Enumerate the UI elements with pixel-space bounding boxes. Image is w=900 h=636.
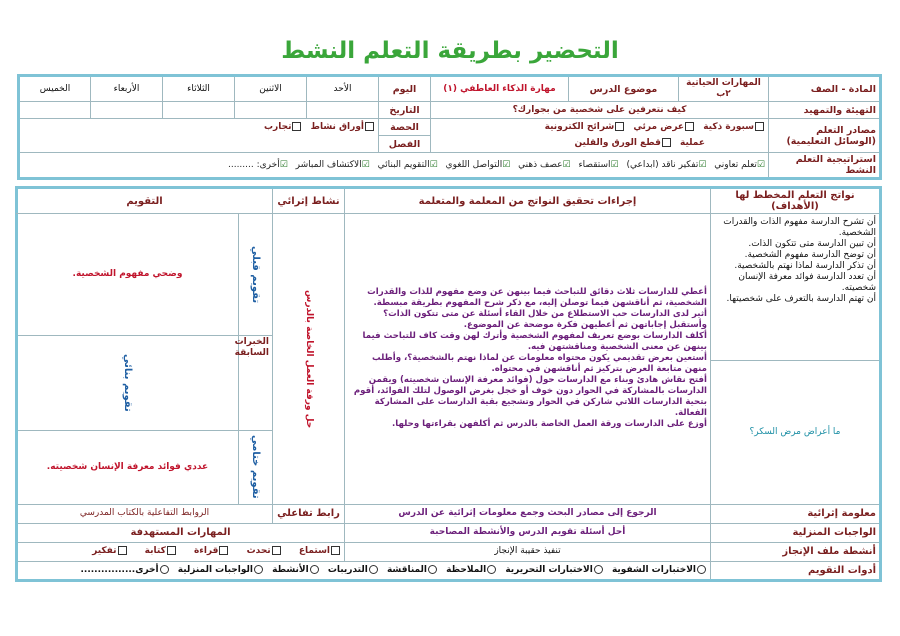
resources-list <box>431 119 769 136</box>
checkbox-icon[interactable] <box>118 546 127 555</box>
day-thursday: الخميس <box>19 76 91 102</box>
outcome-item: أن توضح الدارسة مفهوم الشخصية. <box>744 250 876 260</box>
enrich-info-label: معلومة إثرائية <box>711 504 881 523</box>
checkbox-icon[interactable] <box>662 138 671 147</box>
prior-value: ما أعراض مرض السكر؟ <box>711 360 881 504</box>
eval-item-pre: وضحي مفهوم الشخصية. <box>16 214 238 336</box>
outcome-item: أن تهتم الدارسة بالتعرف على شخصيتها. <box>726 294 876 304</box>
enrich-info-value: الرجوع إلى مصادر البحث وجمع معلومات إثرائية عن الدرس <box>345 504 711 523</box>
link-value[interactable]: الروابط التفاعلية بالكتاب المدرسي <box>16 504 272 523</box>
date-cell[interactable] <box>19 102 91 119</box>
radio-icon[interactable] <box>160 565 169 574</box>
tool-item[interactable]: التدريبات <box>328 565 379 575</box>
resources-list-3 <box>431 136 769 153</box>
checkbox-checked-icon[interactable]: ☑ <box>429 159 438 170</box>
checkbox-icon[interactable] <box>272 546 281 555</box>
checkbox-checked-icon[interactable]: ☑ <box>279 159 288 170</box>
eval-type-summative: تقويم ختامي <box>250 435 261 499</box>
tool-item[interactable]: الواجبات المنزلية <box>178 565 264 575</box>
subject-value: المهارات الحياتية ٢ب <box>679 76 769 102</box>
portfolio-value: تنفيذ حقيبة الإنجاز <box>345 542 711 561</box>
portfolio-label: أنشطة ملف الإنجاز <box>711 542 881 561</box>
checkbox-checked-icon[interactable]: ☑ <box>610 159 619 170</box>
top-info-table <box>17 74 882 180</box>
radio-icon[interactable] <box>594 565 603 574</box>
subject-label: المادة - الصف <box>769 76 881 102</box>
procedures-cell <box>345 214 711 505</box>
outcome-item: أن تشرح الدارسة مفهوم الذات والقدرات الشخصية. <box>723 217 876 238</box>
outcomes-header: نواتج التعلم المخطط لها (الأهداف) <box>711 188 881 214</box>
date-label: التاريخ <box>379 102 431 119</box>
checkbox-icon[interactable] <box>292 122 301 131</box>
resource-item[interactable]: قطع الورق والقلين <box>574 138 671 148</box>
period-label: الحصة <box>379 119 431 136</box>
resources-list-2 <box>19 119 379 136</box>
eval-type-formative: تقويم بنائي <box>122 353 133 412</box>
eval-type-cell <box>16 336 238 431</box>
resource-item[interactable]: سبورة ذكية <box>703 122 765 132</box>
radio-icon[interactable] <box>697 565 706 574</box>
evaluation-header: التقويم <box>16 188 272 214</box>
homework-value: أحل أسئلة تقويم الدرس والأنشطة المصاحبة <box>345 523 711 542</box>
eval-item-summative: عددي فوائد معرفة الإنسان شخصيته. <box>16 430 238 504</box>
strategy-item[interactable]: ☑عصف ذهني <box>518 159 571 170</box>
checkbox-icon[interactable] <box>331 546 340 555</box>
checkbox-icon[interactable] <box>755 122 764 131</box>
strategy-item[interactable]: ☑أخرى: ......... <box>227 159 288 170</box>
skill-item[interactable]: استماع <box>299 546 341 556</box>
date-cell[interactable] <box>163 102 235 119</box>
homework-label: الواجبات المنزلية <box>711 523 881 542</box>
strategy-item[interactable]: ☑الاكتشاف المباشر <box>295 159 370 170</box>
page-title: التحضير بطريقة التعلم النشط <box>281 38 619 64</box>
checkbox-checked-icon[interactable]: ☑ <box>361 159 370 170</box>
resource-item[interactable]: أوراق نشاط <box>311 122 375 132</box>
lesson-title: مهارة الذكاء العاطفي (١) <box>431 76 569 102</box>
skill-item[interactable]: تفكير <box>92 546 127 556</box>
date-cell[interactable] <box>307 102 379 119</box>
radio-icon[interactable] <box>428 565 437 574</box>
strategies-list <box>19 153 769 179</box>
checkbox-icon[interactable] <box>167 546 176 555</box>
skill-item[interactable]: كتابة <box>145 546 177 556</box>
class-label: الفصل <box>379 136 431 153</box>
tools-label: أدوات التقويم <box>711 561 881 580</box>
date-cell[interactable] <box>91 102 163 119</box>
checkbox-checked-icon[interactable]: ☑ <box>562 159 571 170</box>
tool-item[interactable]: الأنشطة <box>272 565 320 575</box>
lesson-plan-sheet <box>18 74 882 582</box>
eval-type-cell <box>239 430 273 504</box>
enrich-header: نشاط إثرائي <box>273 188 345 214</box>
skill-item[interactable]: قراءة <box>194 546 230 556</box>
procedure-item: أكلف الدارسات بوضع تعريف لمفهوم الشخصية وأترك لهن وقت كاف للتباحث فيما بينهن عن معنى الشخصية ومناقشتهن فيه. <box>362 331 707 353</box>
skill-item[interactable]: تحدث <box>247 546 282 556</box>
procedure-item: أفتح نقاش هادئ وبناء مع الدارسات حول (فوائد معرفة الإنسان شخصيته) ويقمن الدارسات بالمشاركة في الحوار دون خوف أو خجل بغرض الوصول لتلك الفوائد، أقوم بتحية الدارسات اللاتي شاركن في الحوار وتشجيع بقية الدارسات على المشاركة الفعالة. <box>353 375 707 419</box>
checkbox-icon[interactable] <box>615 122 624 131</box>
procedures-header: إجراءات تحقيق النواتج من المعلمة والمتعلمة <box>345 188 711 214</box>
tool-item[interactable]: الاختبارات التحريرية <box>505 565 603 575</box>
strategy-item[interactable]: ☑التقويم البنائي <box>377 159 438 170</box>
outcome-item: أن تعدد الدارسة فوائد معرفة الإنسان شخصيته. <box>738 272 876 293</box>
intro-label: التهيئة والتمهيد <box>769 102 881 119</box>
day-sunday: الأحد <box>307 76 379 102</box>
radio-icon[interactable] <box>254 565 263 574</box>
outcome-item: أن تذكر الدارسة لماذا نهتم بالشخصية. <box>734 261 876 271</box>
checkbox-icon[interactable] <box>685 122 694 131</box>
tools-list <box>16 561 710 580</box>
enrich-value: حل ورقة العمل الخاصة بالدرس <box>304 289 314 428</box>
intro-value: كيف نتعرفين على شخصية من بجوارك؟ <box>431 102 769 119</box>
checkbox-checked-icon[interactable]: ☑ <box>698 159 707 170</box>
main-table <box>15 186 882 582</box>
eval-type-pre: تقويم قبلي <box>250 245 261 304</box>
procedure-item: أستعين بعرض تقديمي يكون محتواه معلومات عن لماذا نهتم بالشخصية؟، وأطلب منهن متابعة العرض بتركيز ثم أناقشهن في محتواه. <box>372 353 707 375</box>
radio-icon[interactable] <box>487 565 496 574</box>
outcomes-cell <box>711 214 881 361</box>
skills-label: المهارات المستهدفة <box>16 523 344 542</box>
date-cell[interactable] <box>235 102 307 119</box>
resource-item[interactable]: شرائح الكترونية <box>545 122 626 132</box>
strategy-item[interactable]: ☑تعلم تعاوني <box>714 159 765 170</box>
procedure-item: أثير لدى الدارسات حب الاستطلاع من خلال القاء أسئلة عن متى تتكون الذات؟ وأستقبل إجاباتهن ثم أعطيهن فكرة موضحة عن الموضوع. <box>383 309 707 331</box>
tool-item[interactable]: الاختبارات الشفوية <box>612 565 707 575</box>
radio-icon[interactable] <box>310 565 319 574</box>
outcome-item: أن تبين الدارسة متى تتكون الذات. <box>748 239 876 249</box>
tool-item[interactable]: الملاحظة <box>446 565 497 575</box>
resources-label: مصادر التعلم (الوسائل التعليمية) <box>769 119 881 153</box>
checkbox-icon[interactable] <box>365 122 374 131</box>
checkbox-checked-icon[interactable]: ☑ <box>756 159 765 170</box>
tool-item[interactable]: المناقشة <box>387 565 438 575</box>
strategy-item[interactable]: ☑استقصاء <box>578 159 619 170</box>
tool-item[interactable]: أخرى................ <box>81 565 170 575</box>
procedure-item: أعطي للدارسات ثلاث دقائق للتباحث فيما بينهن عن وضع مفهوم للذات والقدرات الشخصية، ثم أناقشهن فيما توصلن إليه، مع ذكر شرح المفهوم بطريقة مبسطة. <box>367 287 707 309</box>
resource-item[interactable]: تجارب <box>264 122 302 132</box>
topic-label: موضوع الدرس <box>569 76 679 102</box>
day-wednesday: الأربعاء <box>91 76 163 102</box>
strategy-item[interactable]: ☑التواصل اللغوي <box>445 159 511 170</box>
strategy-label: استراتيجية التعلم النشط <box>769 153 881 179</box>
radio-icon[interactable] <box>369 565 378 574</box>
checkbox-icon[interactable] <box>219 546 228 555</box>
prior-label: الخبرات السابقة <box>239 336 273 361</box>
day-tuesday: الثلاثاء <box>163 76 235 102</box>
eval-type-cell <box>239 214 273 336</box>
day-monday: الاثنين <box>235 76 307 102</box>
resource-item: عملية <box>680 138 705 149</box>
strategy-item[interactable]: ☑تفكير ناقد (ابداعي) <box>626 159 707 170</box>
enrich-cell <box>273 214 345 505</box>
procedure-item: أوزع على الدارسات ورقة العمل الخاصة بالدرس ثم أكلفهن بقراءتها وحلها. <box>391 419 707 430</box>
resource-item[interactable]: عرض مرئي <box>633 122 695 132</box>
checkbox-checked-icon[interactable]: ☑ <box>502 159 511 170</box>
skills-list <box>16 542 344 561</box>
link-label: رابط تفاعلي <box>273 504 345 523</box>
day-label: اليوم <box>379 76 431 102</box>
